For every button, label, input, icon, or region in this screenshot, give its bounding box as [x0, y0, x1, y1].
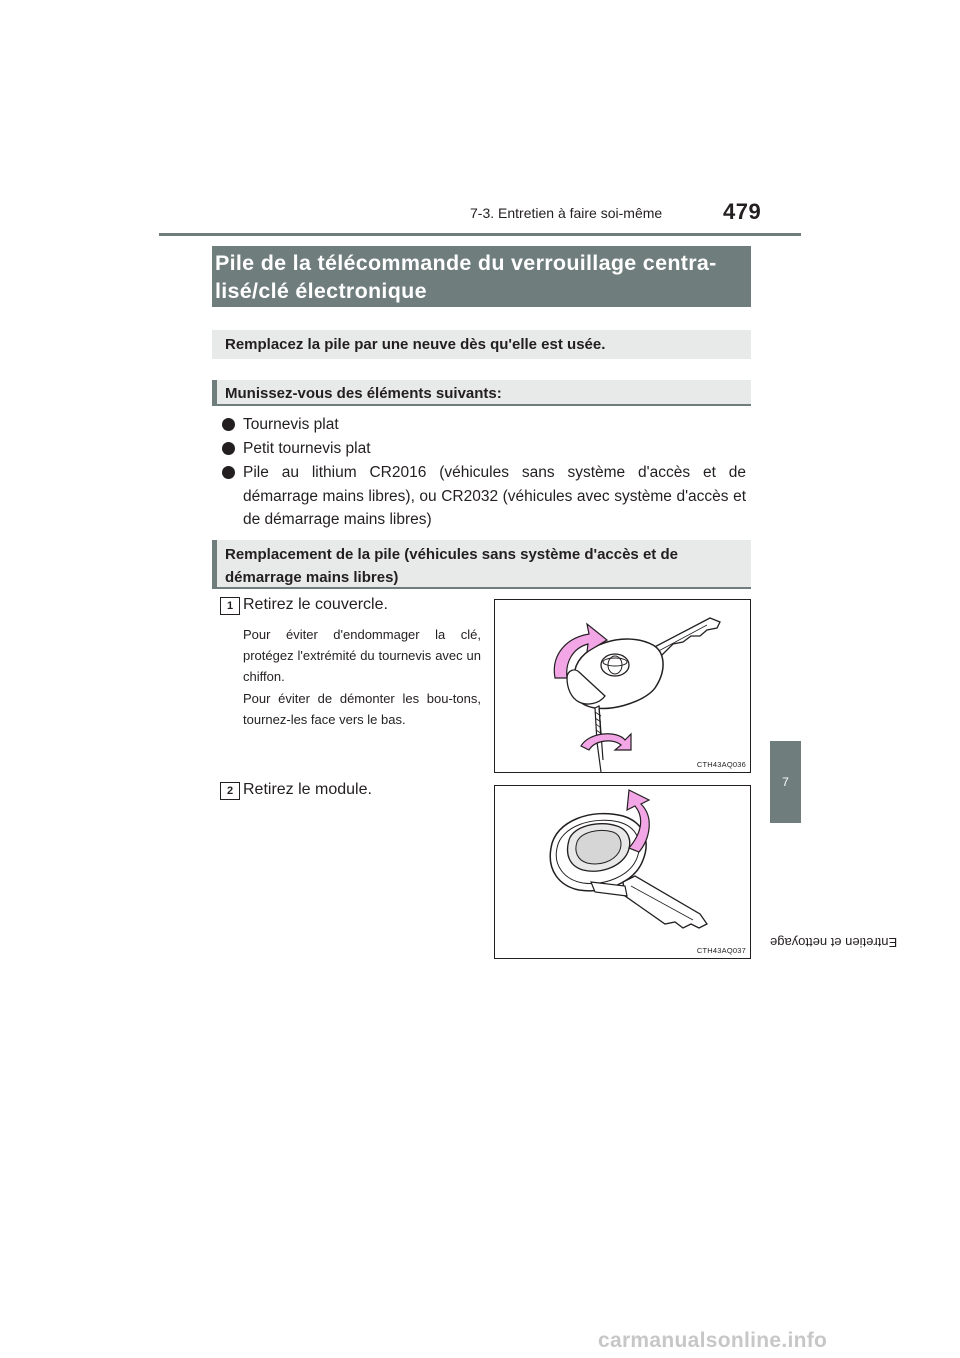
step-number-badge: 2 — [220, 782, 240, 800]
intro-text: Remplacez la pile par une neuve dès qu'elle est usée. — [225, 336, 606, 353]
header-divider — [159, 233, 801, 236]
page-number: 479 — [723, 199, 762, 224]
bullet-icon — [222, 442, 235, 455]
list-item-text: Pile au lithium CR2016 (véhicules sans système d'accès et de démarrage mains libres), ou CR2032 (véhicules avec système d'accès et de démarrage mains libres) — [243, 464, 746, 528]
chapter-label — [770, 830, 898, 950]
procedure-heading-text: Remplacement de la pile (véhicules sans système d'accès et de démarrage mains libres) — [225, 546, 678, 586]
step-title: Retirez le module. — [243, 781, 372, 798]
bullet-icon — [222, 466, 235, 479]
intro-box — [212, 330, 751, 359]
step-note: Pour éviter d'endommager la clé, protégez l'extrémité du tournevis avec un chiffon. — [243, 627, 481, 684]
watermark: carmanualsonline.info — [598, 1329, 828, 1352]
required-items-heading — [212, 380, 751, 406]
list-item-text: Tournevis plat — [243, 416, 339, 433]
step-note: Pour éviter de démonter les bou-tons, tournez-les face vers le bas. — [243, 691, 481, 727]
required-items-heading-text: Munissez-vous des éléments suivants: — [225, 385, 502, 402]
key-module-illustration — [495, 786, 750, 958]
page-title — [212, 246, 751, 307]
chapter-tab: 7 — [770, 741, 801, 823]
heading-stripe — [212, 540, 217, 587]
figure-remove-cover — [494, 599, 751, 773]
step-number-badge: 1 — [220, 597, 240, 615]
bullet-icon — [222, 418, 235, 431]
key-cover-illustration — [495, 600, 750, 772]
chapter-label-text: Entretien et nettoyage — [770, 935, 898, 950]
figure-code: CTH43AQ036 — [696, 760, 746, 769]
page-title-text: Pile de la télécommande du verrouillage centra-lisé/clé électronique — [215, 251, 717, 303]
heading-stripe — [212, 380, 217, 404]
list-item-text: Petit tournevis plat — [243, 440, 371, 457]
section-reference: 7-3. Entretien à faire soi-même — [470, 205, 663, 221]
step-title: Retirez le couvercle. — [243, 596, 388, 613]
figure-code: CTH43AQ037 — [696, 946, 746, 955]
procedure-heading — [212, 540, 751, 589]
figure-remove-module — [494, 785, 751, 959]
